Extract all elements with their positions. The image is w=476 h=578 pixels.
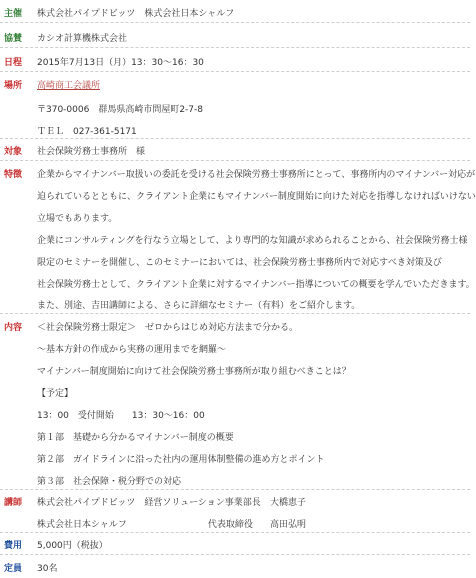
content-line: ～基本方針の作成から実務の運用までを網羅～ — [37, 345, 227, 355]
features-line: 企業からマイナンバー取扱いの委託を受ける社会保険労務士事務所にとって、事務所内のマイナンバー対応が — [37, 170, 476, 180]
content-line: ＜社会保険労務士限定＞ ゼロからはじめ対応方法まで分かる。 — [37, 323, 299, 333]
label-organizer: 主催 — [4, 9, 23, 19]
divider — [0, 138, 470, 139]
label-speakers: 講師 — [4, 498, 23, 508]
content-line: 第１部 基礎から分かるマイナンバー制度の概要 — [37, 433, 234, 443]
label-capacity: 定員 — [4, 564, 23, 574]
venue-address: 〒370-0006 群馬県高崎市問屋町2-7-8 — [37, 105, 204, 115]
venue-tel: ＴＥＬ 027-361-5171 — [37, 127, 137, 137]
label-target: 対象 — [4, 147, 23, 157]
features-line: 立場でもあります。 — [37, 214, 118, 224]
speaker-company: 株式会社パイプドビッツ 経営ソリューション事業部長 — [37, 498, 261, 508]
organizer-value: 株式会社パイプドビッツ 株式会社日本シャルフ — [37, 9, 235, 19]
divider — [0, 313, 470, 314]
label-content: 内容 — [4, 323, 23, 333]
features-line: 迫られているとともに、クライアント企業にもマイナンバー制度開始に向けた対応を指導しなければいけない — [37, 192, 476, 202]
label-cosponsor: 協賛 — [4, 34, 23, 44]
divider — [0, 532, 470, 533]
label-features: 特徴 — [4, 170, 23, 180]
content-line: 13：00 受付開始 13：30～16：00 — [37, 411, 205, 421]
date-value: 2015年7月13日（月）13：30～16：30 — [37, 58, 204, 68]
divider — [0, 47, 470, 48]
speaker-name: 高田弘明 — [270, 520, 307, 530]
divider — [0, 71, 470, 72]
speaker-name: 大橋恵子 — [270, 498, 307, 508]
content-line: 第３部 社会保障・税分野での対応 — [37, 477, 182, 487]
venue-link[interactable]: 高崎商工会議所 — [37, 81, 101, 91]
features-line: 社会保険労務士として、クライアント企業に対するマイナンバー指導についての概要を学んでいただきます。 — [37, 280, 475, 290]
content-line: 【予定】 — [37, 389, 74, 399]
divider — [0, 22, 470, 23]
target-value: 社会保険労務士事務所 様 — [37, 147, 146, 157]
speaker-company: 株式会社日本シャルフ 代表取締役 — [37, 520, 253, 530]
label-venue: 場所 — [4, 81, 23, 91]
divider — [0, 554, 470, 555]
features-line: 企業にコンサルティングを行なう立場として、より専門的な知識が求められることから、社会保険労務士様 — [37, 236, 468, 246]
features-line: 限定のセミナーを開催し、このセミナーにおいては、社会保険労務士事務所内で対応すべき対策及び — [37, 258, 442, 268]
label-date: 日程 — [4, 58, 23, 68]
capacity-value: 30名 — [37, 564, 58, 574]
content-line: マイナンバー制度開始に向けて社会保険労務士事務所が取り組むべきことは？ — [37, 367, 351, 377]
content-line: 第２部 ガイドラインに沿った社内の運用体制整備の進め方とポイント — [37, 455, 325, 465]
label-fee: 費用 — [4, 541, 23, 551]
divider — [0, 489, 470, 490]
features-line: また、別途、吉田講師による、さらに詳細なセミナー（有料）をご紹介します。 — [37, 301, 361, 311]
divider — [0, 160, 470, 161]
fee-value: 5,000円（税抜） — [37, 541, 108, 551]
cosponsor-value: カシオ計算機株式会社 — [37, 34, 128, 44]
